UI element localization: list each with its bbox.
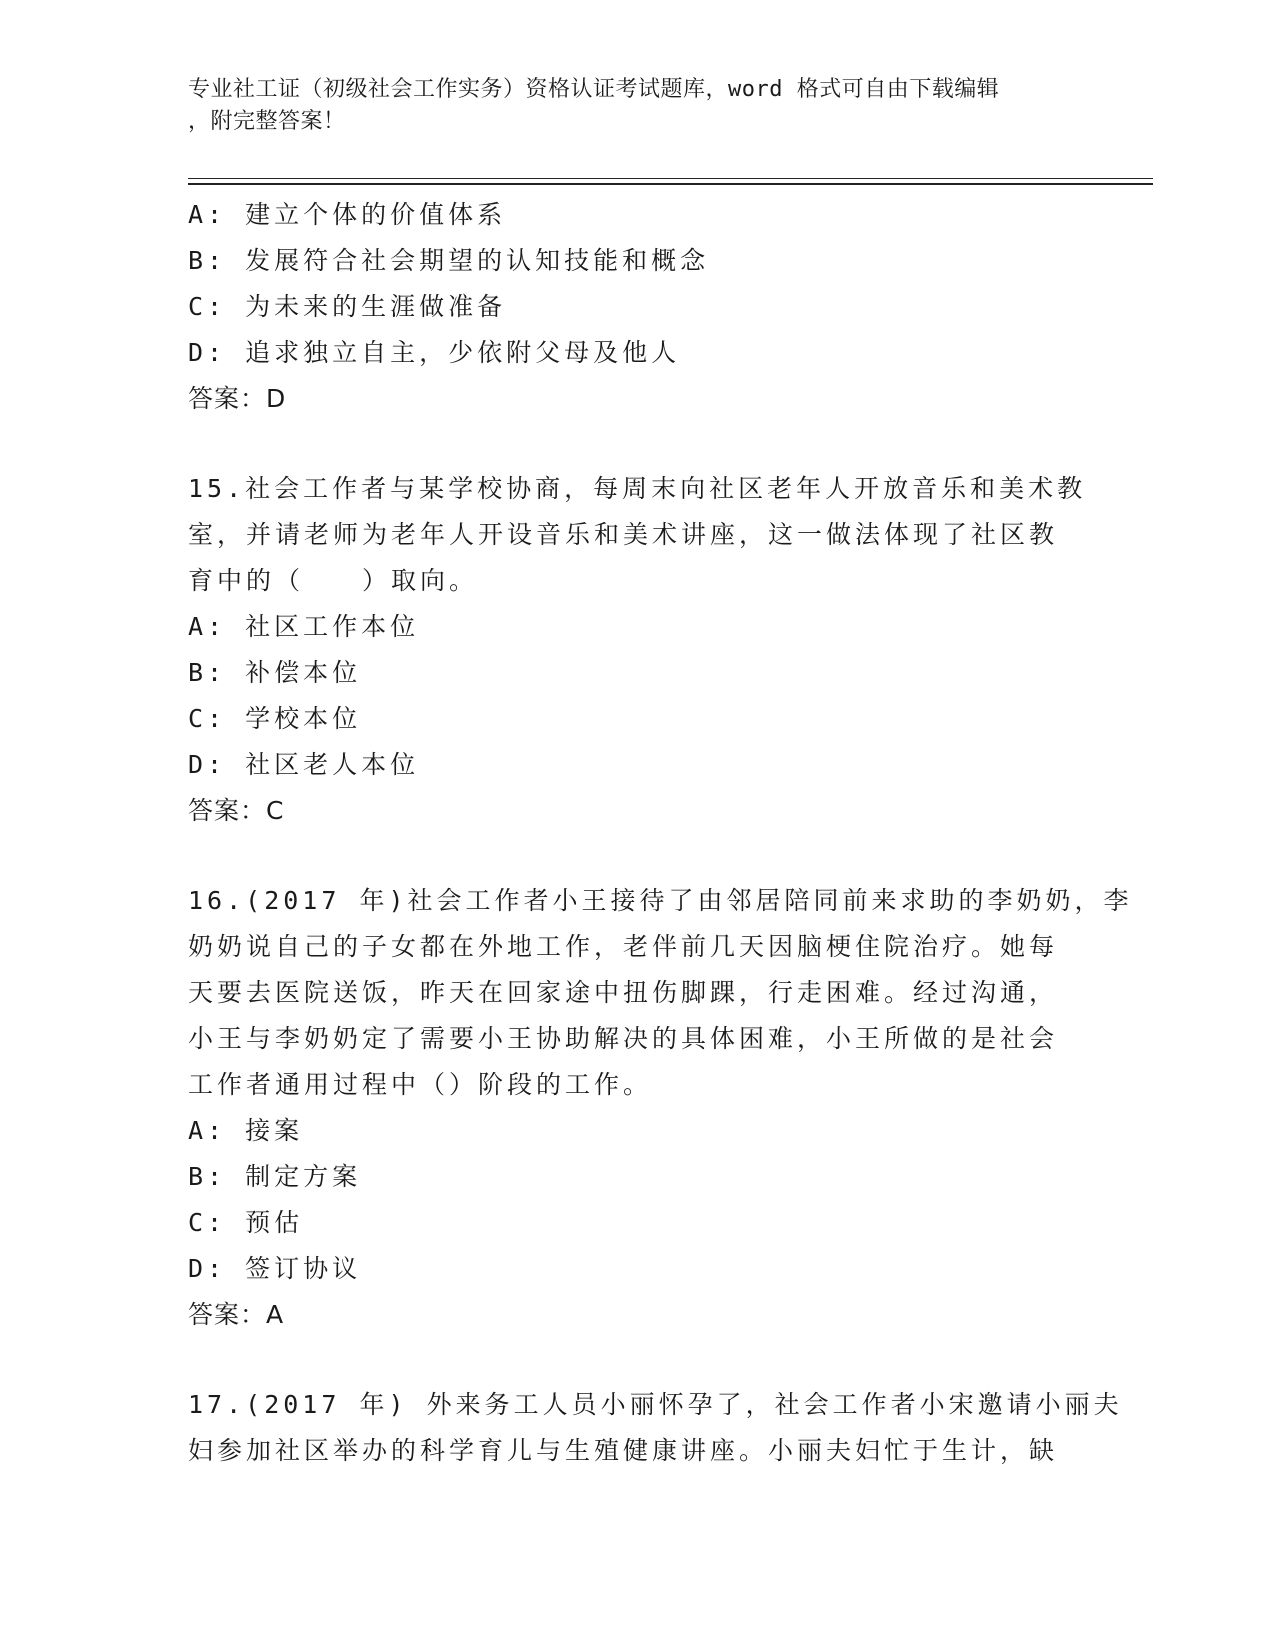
header-line-1: 专业社工证（初级社会工作实务）资格认证考试题库，word 格式可自由下载编辑 bbox=[188, 77, 1000, 102]
header-line-2: ，附完整答案！ bbox=[188, 109, 346, 134]
option-d: D: 签订协议 bbox=[188, 1254, 362, 1283]
question-16 bbox=[188, 878, 1133, 1338]
question-text-line: 16.(2017 年)社会工作者小王接待了由邻居陪同前来求助的李奶奶，李 bbox=[188, 886, 1133, 915]
header-divider-thick bbox=[188, 183, 1153, 185]
option-c: C: 预估 bbox=[188, 1208, 304, 1237]
question-text-line: 工作者通用过程中（）阶段的工作。 bbox=[188, 1070, 653, 1099]
question-text-line: 天要去医院送饭，昨天在回家途中扭伤脚踝，行走困难。经过沟通， bbox=[188, 978, 1059, 1007]
option-a: A: 接案 bbox=[188, 1116, 304, 1145]
answer: 答案：C bbox=[188, 796, 285, 825]
option-b: B: 发展符合社会期望的认知技能和概念 bbox=[188, 246, 710, 275]
document-header bbox=[188, 74, 1068, 138]
question-15 bbox=[188, 466, 1088, 834]
question-text-line: 17.(2017 年) 外来务工人员小丽怀孕了，社会工作者小宋邀请小丽夫 bbox=[188, 1390, 1123, 1419]
answer: 答案：D bbox=[188, 384, 287, 413]
question-text-line: 室，并请老师为老年人开设音乐和美术讲座，这一做法体现了社区教 bbox=[188, 520, 1059, 549]
option-d: D: 社区老人本位 bbox=[188, 750, 420, 779]
option-d: D: 追求独立自主，少依附父母及他人 bbox=[188, 338, 681, 367]
question-text-line: 15.社会工作者与某学校协商，每周末向社区老年人开放音乐和美术教 bbox=[188, 474, 1087, 503]
option-a: A: 社区工作本位 bbox=[188, 612, 420, 641]
option-c: C: 学校本位 bbox=[188, 704, 362, 733]
question-17 bbox=[188, 1382, 1123, 1474]
question-14-continued bbox=[188, 192, 1088, 422]
option-b: B: 补偿本位 bbox=[188, 658, 362, 687]
question-text-line: 育中的（ ）取向。 bbox=[188, 566, 479, 595]
option-c: C: 为未来的生涯做准备 bbox=[188, 292, 507, 321]
option-a: A: 建立个体的价值体系 bbox=[188, 200, 507, 229]
answer: 答案：A bbox=[188, 1300, 285, 1329]
question-text-line: 妇参加社区举办的科学育儿与生殖健康讲座。小丽夫妇忙于生计，缺 bbox=[188, 1436, 1059, 1465]
header-divider-thin bbox=[188, 178, 1153, 179]
question-list bbox=[188, 192, 1133, 1474]
question-text-line: 奶奶说自己的子女都在外地工作，老伴前几天因脑梗住院治疗。她每 bbox=[188, 932, 1059, 961]
question-text-line: 小王与李奶奶定了需要小王协助解决的具体困难，小王所做的是社会 bbox=[188, 1024, 1059, 1053]
option-b: B: 制定方案 bbox=[188, 1162, 362, 1191]
